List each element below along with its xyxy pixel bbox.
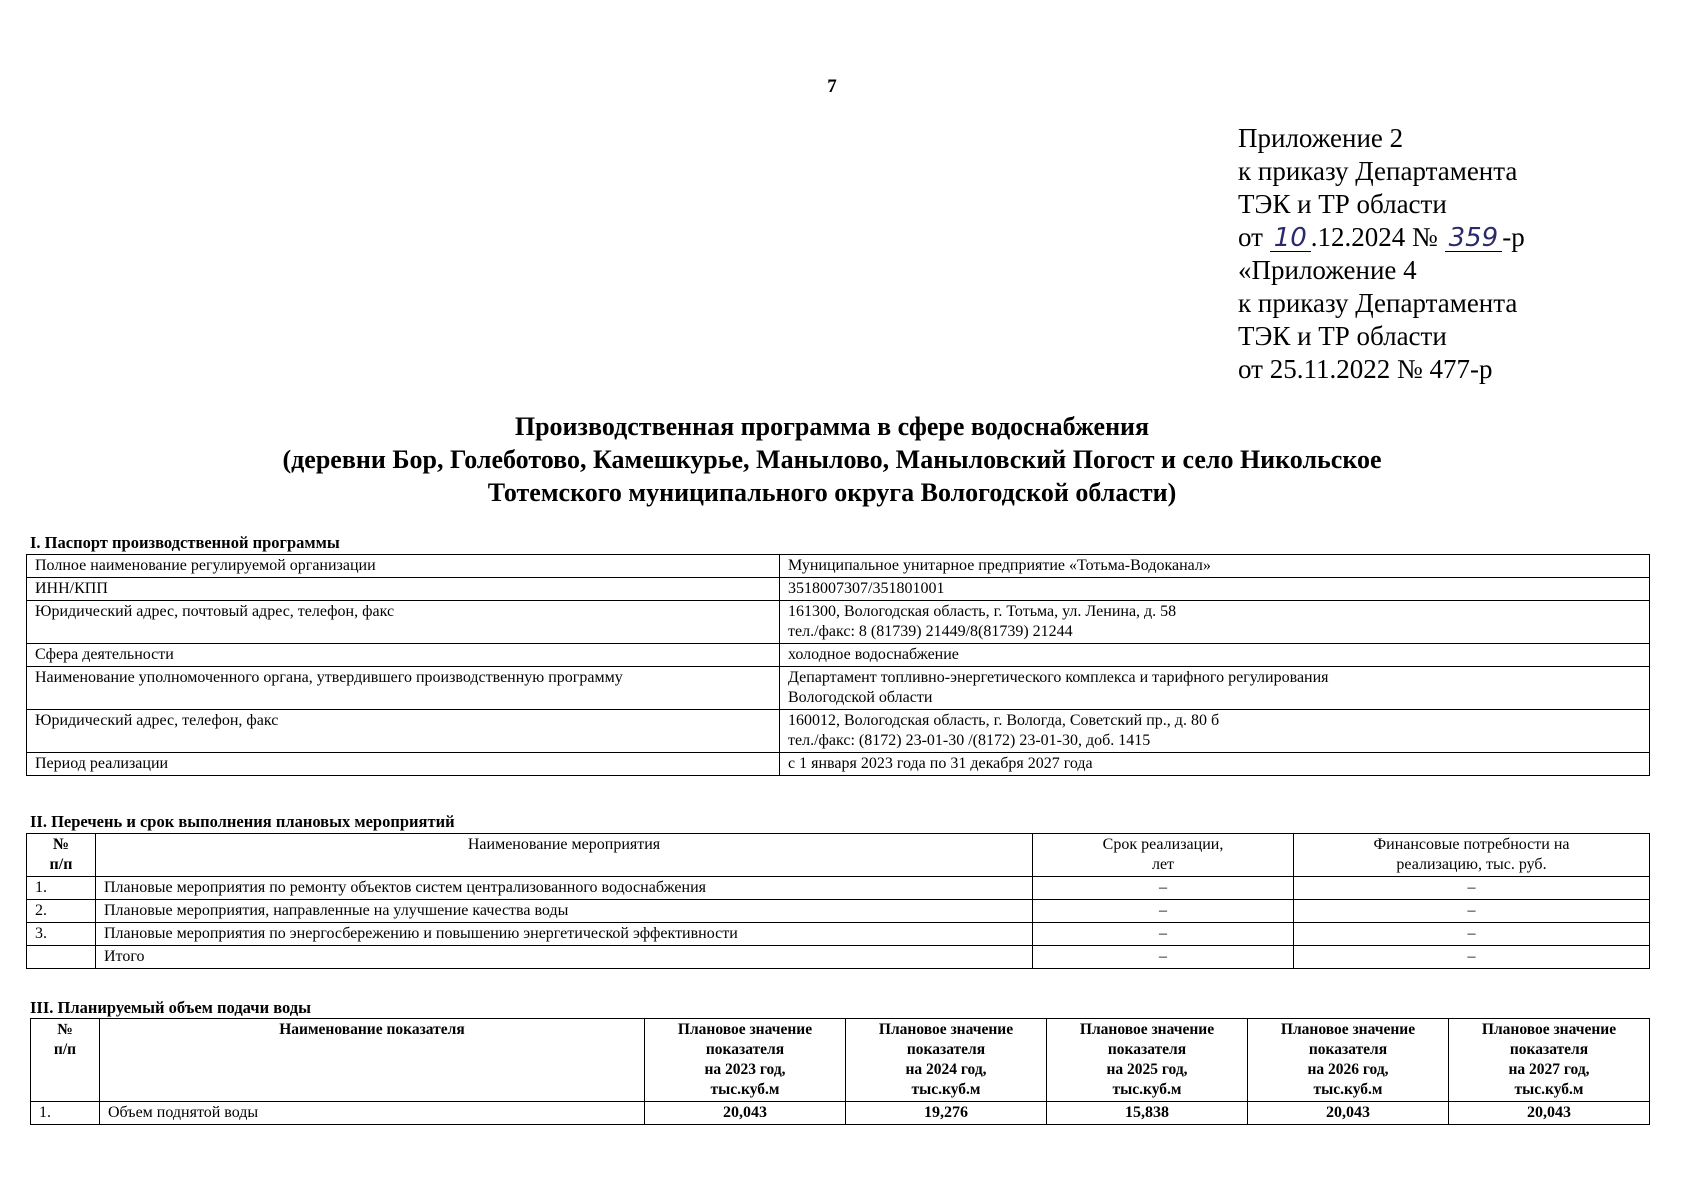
passport-value [780,753,1650,776]
passport-label: Наименование уполномоченного органа, утвердившего производственную программу [27,667,780,710]
table-row [27,644,1650,667]
passport-value-line: Вологодской области [788,689,933,706]
passport-label: Юридический адрес, почтовый адрес, телефон, факс [27,601,780,644]
appendix-line: к приказу Департамента [1238,156,1518,186]
appendix-line: ТЭК и ТР области [1238,189,1447,219]
appendix-block [1238,122,1525,386]
volume-value: 20,043 [1248,1102,1449,1125]
passport-value-line: Муниципальное унитарное предприятие «Тотьма-Водоканал» [788,557,1211,574]
table-row [27,877,1650,900]
table-row [27,946,1650,969]
passport-value-line: тел./факс: 8 (81739) 21449/8(81739) 21244 [788,623,1073,640]
header-num: № п/п [27,834,96,877]
event-name: Плановые мероприятия по энергосбережению и повышению энергетической эффективности [96,923,1033,946]
handwritten-day: 10 [1270,225,1311,252]
passport-value-line: 3518007307/351801001 [788,580,945,597]
event-name: Плановые мероприятия, направленные на улучшение качества воды [96,900,1033,923]
appendix-order-suffix: -р [1502,222,1525,252]
event-num: 2. [27,900,96,923]
passport-value-line: 161300, Вологодская область, г. Тотьма, ул. Ленина, д. 58 [788,603,1177,620]
document-title [0,410,1664,509]
header-year-line: показателя [906,1041,986,1058]
table-row [27,753,1650,776]
title-line: (деревни Бор, Голеботово, Камешкурье, Манылово, Маныловский Погост и село Никольское [282,445,1382,474]
event-term: – [1033,923,1294,946]
header-year-line: показателя [1509,1041,1589,1058]
header-year-line: Плановое значение [677,1021,813,1038]
header-num: № п/п [31,1019,100,1102]
header-year-line: на 2027 год, [1508,1061,1590,1078]
table-row [27,555,1650,578]
header-year-line: тыс.куб.м [1514,1081,1584,1098]
event-num: 3. [27,923,96,946]
passport-label: Сфера деятельности [27,644,780,667]
volume-table [30,1018,1650,1125]
table-row [27,601,1650,644]
section-events-heading: II. Перечень и срок выполнения плановых мероприятий [30,812,455,831]
passport-value-line: 160012, Вологодская область, г. Вологда, Советский пр., д. 80 б [788,712,1220,729]
header-year-line: Плановое значение [1280,1021,1416,1038]
passport-label: ИНН/КПП [27,578,780,601]
passport-label: Период реализации [27,753,780,776]
passport-label: Полное наименование регулируемой организации [27,555,780,578]
appendix-order-line [1238,221,1525,254]
header-year-line: тыс.куб.м [1112,1081,1182,1098]
header-term: Срок реализации, лет [1033,834,1294,877]
header-year-line: показателя [1107,1041,1187,1058]
passport-value-line: Департамент топливно-энергетического комплекса и тарифного регулирования [788,669,1329,686]
header-year-line: на 2023 год, [704,1061,786,1078]
event-num: 1. [27,877,96,900]
header-year-line: показателя [705,1041,785,1058]
volume-value: 20,043 [645,1102,846,1125]
passport-value [780,555,1650,578]
appendix-line: Приложение 2 [1238,123,1404,153]
appendix-line: ТЭК и ТР области [1238,321,1447,351]
passport-value [780,667,1650,710]
page-number: 7 [827,76,837,97]
header-name: Наименование мероприятия [96,834,1033,877]
volume-num: 1. [31,1102,100,1125]
table-row [27,923,1650,946]
handwritten-number: 359 [1445,225,1503,252]
table-header-row [31,1019,1650,1102]
header-year-line: Плановое значение [878,1021,1014,1038]
volume-name: Объем поднятой воды [100,1102,645,1125]
title-line: Производственная программа в сфере водоснабжения [514,412,1150,441]
passport-value [780,710,1650,753]
event-name: Плановые мероприятия по ремонту объектов систем централизованного водоснабжения [96,877,1033,900]
header-year-line: тыс.куб.м [1313,1081,1383,1098]
section-passport-heading: I. Паспорт производственной программы [30,533,340,552]
appendix-line: к приказу Департамента [1238,288,1518,318]
appendix-line: от 25.11.2022 № 477-р [1238,354,1493,384]
table-row [27,667,1650,710]
header-year-line: на 2025 год, [1106,1061,1188,1078]
header-year-line: Плановое значение [1481,1021,1617,1038]
event-term: – [1033,900,1294,923]
event-finance: – [1294,946,1650,969]
appendix-order-prefix: от [1238,222,1270,252]
header-year-value [645,1019,846,1102]
table-row [27,578,1650,601]
table-row [31,1102,1650,1125]
appendix-order-middle: .12.2024 № [1310,222,1445,252]
table-header-row [27,834,1650,877]
passport-value-line: тел./факс: (8172) 23-01-30 /(8172) 23-01-30, доб. 1415 [788,732,1151,749]
header-year-line: на 2024 год, [905,1061,987,1078]
event-term: – [1033,877,1294,900]
event-finance: – [1294,923,1650,946]
passport-value-line: холодное водоснабжение [788,646,959,663]
event-finance: – [1294,877,1650,900]
header-year-value [846,1019,1047,1102]
volume-value: 19,276 [846,1102,1047,1125]
event-num [27,946,96,969]
header-name: Наименование показателя [100,1019,645,1102]
header-year-line: тыс.куб.м [911,1081,981,1098]
event-term: – [1033,946,1294,969]
passport-label: Юридический адрес, телефон, факс [27,710,780,753]
title-line: Тотемского муниципального округа Вологодской области) [487,478,1177,507]
event-finance: – [1294,900,1650,923]
header-year-value [1449,1019,1650,1102]
passport-table [26,554,1650,776]
table-row [27,710,1650,753]
volume-value: 15,838 [1047,1102,1248,1125]
passport-value-line: с 1 января 2023 года по 31 декабря 2027 года [788,755,1093,772]
event-name: Итого [96,946,1033,969]
header-finance: Финансовые потребности на реализацию, тыс. руб. [1294,834,1650,877]
passport-value [780,644,1650,667]
header-year-line: показателя [1308,1041,1388,1058]
section-volume-heading: III. Планируемый объем подачи воды [30,998,311,1017]
passport-value [780,601,1650,644]
header-year-line: Плановое значение [1079,1021,1215,1038]
passport-value [780,578,1650,601]
header-year-value [1047,1019,1248,1102]
header-year-line: на 2026 год, [1307,1061,1389,1078]
appendix-line: «Приложение 4 [1238,255,1417,285]
header-year-value [1248,1019,1449,1102]
table-row [27,900,1650,923]
events-table [26,833,1650,969]
header-year-line: тыс.куб.м [710,1081,780,1098]
volume-value: 20,043 [1449,1102,1650,1125]
